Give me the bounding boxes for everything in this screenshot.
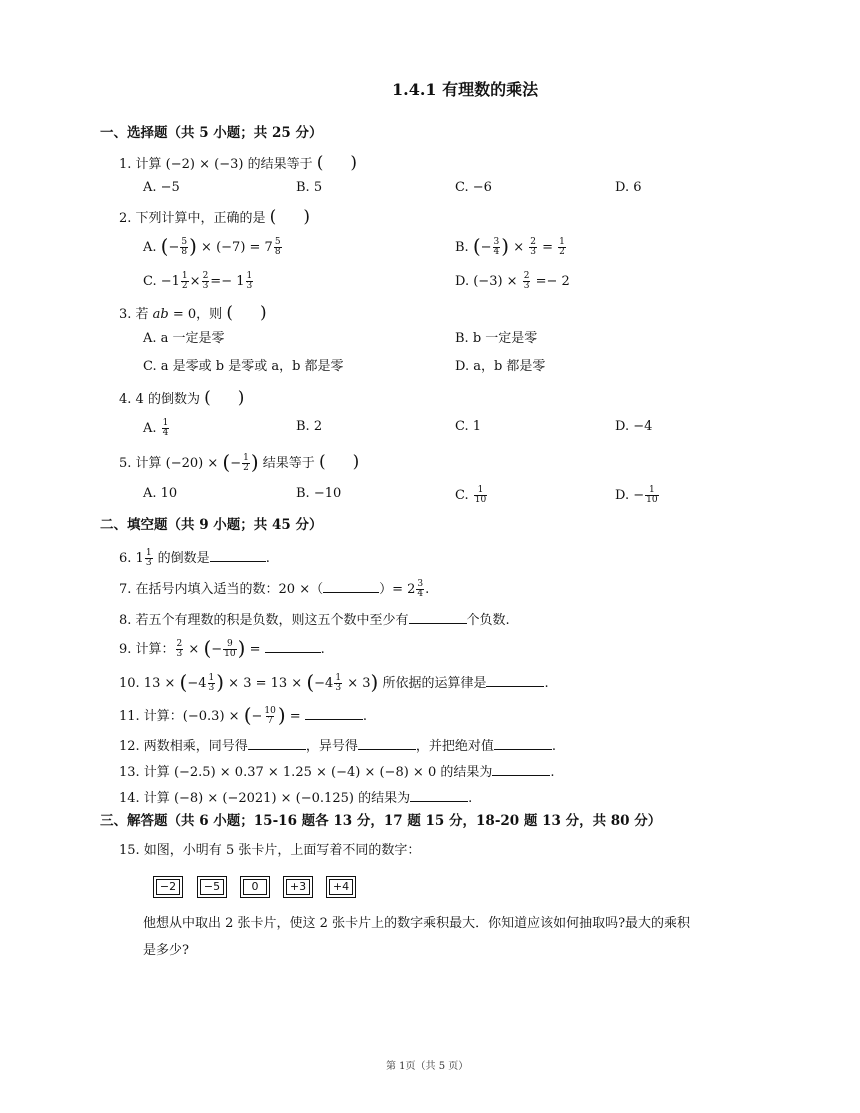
answer-blank[interactable] xyxy=(305,707,363,720)
page-footer: 第 1页（共 5 页） xyxy=(386,1061,469,1072)
q3-option-d: D. a，b 都是零 xyxy=(455,359,546,374)
answer-blank[interactable] xyxy=(358,737,416,750)
answer-blank[interactable] xyxy=(265,640,321,653)
question-15-stem: 15. 如图，小明有 5 张卡片，上面写着不同的数字： xyxy=(119,843,421,858)
page-title: 1.4.1 有理数的乘法 xyxy=(392,80,539,99)
q4-option-c: C. 1 xyxy=(455,419,482,434)
answer-blank[interactable] xyxy=(494,737,552,750)
answer-blank[interactable] xyxy=(323,580,379,593)
number-card: −2 xyxy=(153,876,183,898)
q3-option-b: B. b 一定是零 xyxy=(455,331,538,346)
section-heading-choice: 一、选择题（共 5 小题；共 25 分） xyxy=(100,125,323,141)
q2-option-c: C. −1 $\frac{1}{2}$ × $\frac{2}{3}$ =− 1 $\frac{1}{3}$ xyxy=(143,271,253,291)
question-1: 1. 计算 (−2) × (−3) 的结果等于 ( ) xyxy=(119,153,358,173)
q1-option-c: C. −6 xyxy=(455,180,492,195)
answer-blank[interactable] xyxy=(486,674,544,687)
answer-blank[interactable] xyxy=(492,763,550,776)
q4-option-a: A. $\frac{1}{4}$ xyxy=(143,418,169,438)
question-14: 14. 计算 (−8) × (−2021) × (−0.125) 的结果为 . xyxy=(119,791,473,806)
answer-blank[interactable] xyxy=(410,789,468,802)
q3-option-c: C. a 是零或 b 是零或 a，b 都是零 xyxy=(143,359,344,374)
question-7: 7. 在括号内填入适当的数：20 ×（ ）= 2 $\frac{3}{4}$ . xyxy=(119,579,430,599)
question-9: 9. 计算： $\frac{2}{3}$ × (− $\frac{9}{10}$ ) = . xyxy=(119,636,325,660)
section-heading-solve: 三、解答题（共 6 小题；15-16 题各 13 分，17 题 15 分，18-20 题 13 分，共 80 分） xyxy=(100,813,662,829)
question-2: 2. 下列计算中，正确的是 ( ) xyxy=(119,207,310,227)
q2-option-d: D. (−3) × $\frac{2}{3}$ =− 2 xyxy=(455,271,570,291)
number-card: −5 xyxy=(197,876,227,898)
q1-option-b: B. 5 xyxy=(296,180,323,195)
answer-paren: ( ) xyxy=(316,153,358,173)
q1-expression: (−2) × (−3) xyxy=(165,157,244,172)
number-card: +3 xyxy=(283,876,313,898)
question-13: 13. 计算 (−2.5) × 0.37 × 1.25 × (−4) × (−8) × 0 的结果为 . xyxy=(119,765,555,780)
number-card: 0 xyxy=(240,876,270,898)
q1-option-a: A. −5 xyxy=(143,180,180,195)
q5-option-b: B. −10 xyxy=(296,486,342,501)
q5-option-c: C. $\frac{1}{10}$ xyxy=(455,485,487,505)
question-6: 6. 1 $\frac{1}{3}$ 的倒数是 . xyxy=(119,548,270,568)
q4-option-b: B. 2 xyxy=(296,419,323,434)
question-5: 5. 计算 (−20) × (− $\frac{1}{2}$ ) 结果等于 ( ) xyxy=(119,450,360,474)
question-3: 3. 若 ab = 0，则 ( ) xyxy=(119,303,267,323)
question-15-body: 他想从中取出 2 张卡片，使这 2 张卡片上的数字乘积最大．你知道应该如何抽取吗?最大的乘积 xyxy=(143,916,691,931)
q5-option-d: D. − $\frac{1}{10}$ xyxy=(615,485,658,505)
question-12: 12. 两数相乘，同号得 ，异号得 ，并把绝对值 . xyxy=(119,739,556,754)
q2-option-a: A. (− $\frac{5}{8}$ ) × (−7) = 7 $\frac{5}{8}$ xyxy=(143,234,281,258)
question-8: 8. 若五个有理数的积是负数，则这五个数中至少有 个负数. xyxy=(119,613,510,628)
q4-option-d: D. −4 xyxy=(615,419,653,434)
question-4: 4. 4 的倒数为 ( ) xyxy=(119,388,245,408)
q3-option-a: A. a 一定是零 xyxy=(143,331,225,346)
q2-option-b: B. (− $\frac{3}{4}$ ) × $\frac{2}{3}$ = $\frac{1}{2}$ xyxy=(455,234,565,258)
question-10: 10. 13 × (−4 $\frac{1}{3}$ ) × 3 = 13 × (−4 $\frac{1}{3}$ × 3) 所依据的运算律是 . xyxy=(119,670,549,694)
q5-option-a: A. 10 xyxy=(143,486,178,501)
question-11: 11. 计算：(−0.3) × (− $\frac{10}{7}$ ) = . xyxy=(119,703,367,727)
answer-blank[interactable] xyxy=(248,737,306,750)
answer-blank[interactable] xyxy=(210,549,266,562)
q1-option-d: D. 6 xyxy=(615,180,642,195)
question-15-body-cont: 是多少? xyxy=(143,943,189,958)
answer-blank[interactable] xyxy=(409,611,467,624)
number-card: +4 xyxy=(326,876,356,898)
section-heading-fill: 二、填空题（共 9 小题；共 45 分） xyxy=(100,517,323,533)
